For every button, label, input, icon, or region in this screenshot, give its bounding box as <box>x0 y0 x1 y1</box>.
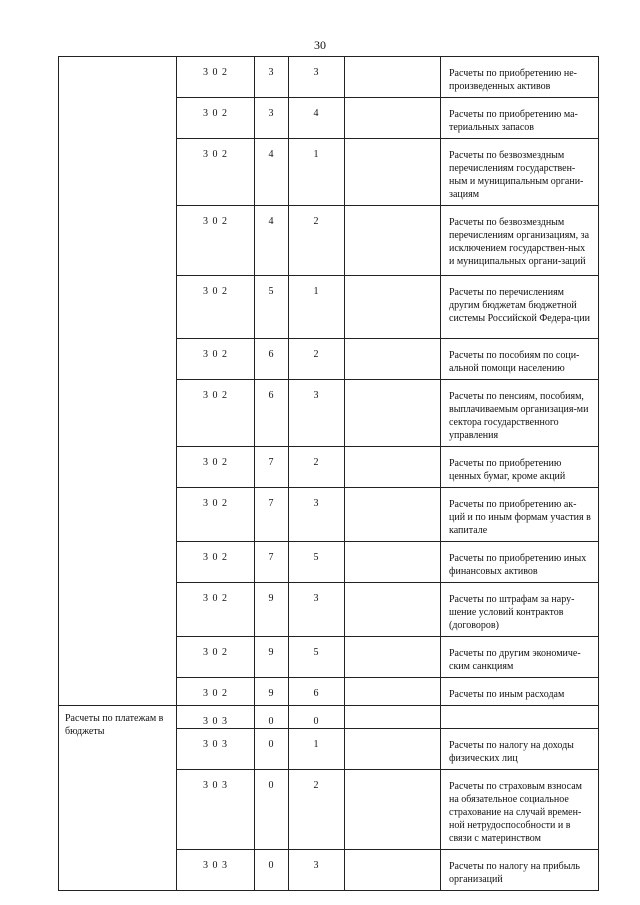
account-codes-table <box>58 56 599 891</box>
code-cell: 3 0 3 <box>177 706 255 729</box>
code-cell: 9 <box>255 637 289 678</box>
code-cell: 0 <box>255 729 289 770</box>
description-cell: Расчеты по пособиям по соци-альной помощи населению <box>441 339 599 380</box>
code-cell: 9 <box>255 678 289 706</box>
empty-cell <box>345 447 441 488</box>
table-row <box>59 57 599 98</box>
code-cell: 3 0 2 <box>177 637 255 678</box>
code-cell: 3 0 2 <box>177 276 255 339</box>
description-cell: Расчеты по приобретению ма-териальных запасов <box>441 98 599 139</box>
code-cell: 0 <box>255 706 289 729</box>
code-cell: 4 <box>289 98 345 139</box>
group-label: Расчеты по платежам в бюджеты <box>59 706 177 891</box>
code-cell: 2 <box>289 339 345 380</box>
description-cell: Расчеты по приобретению ак-ций и по иным формам участия в капитале <box>441 488 599 542</box>
code-cell: 3 <box>289 583 345 637</box>
code-cell: 3 <box>255 57 289 98</box>
code-cell: 7 <box>255 447 289 488</box>
description-cell: Расчеты по пенсиям, пособиям, выплачиваемым организация-ми сектора государственного управления <box>441 380 599 447</box>
code-cell: 3 0 2 <box>177 447 255 488</box>
code-cell: 3 0 2 <box>177 57 255 98</box>
empty-cell <box>345 276 441 339</box>
code-cell: 6 <box>255 339 289 380</box>
description-cell: Расчеты по штрафам за нару-шение условий контрактов (договоров) <box>441 583 599 637</box>
code-cell: 3 0 2 <box>177 98 255 139</box>
code-cell: 3 0 3 <box>177 729 255 770</box>
description-cell: Расчеты по иным расходам <box>441 678 599 706</box>
code-cell: 3 <box>289 57 345 98</box>
code-cell: 2 <box>289 447 345 488</box>
code-cell: 3 0 2 <box>177 380 255 447</box>
code-cell: 1 <box>289 139 345 206</box>
description-cell: Расчеты по другим экономиче-ским санкциям <box>441 637 599 678</box>
code-cell: 2 <box>289 770 345 850</box>
code-cell: 4 <box>255 139 289 206</box>
description-cell: Расчеты по перечислениям другим бюджетам бюджетной системы Российской Федера-ции <box>441 276 599 339</box>
description-cell: Расчеты по страховым взносам на обязательное социальное страхование на случай времен-ной нетрудоспособности и в связи с материнством <box>441 770 599 850</box>
description-cell: Расчеты по налогу на доходы физических лиц <box>441 729 599 770</box>
empty-cell <box>345 637 441 678</box>
code-cell: 0 <box>289 706 345 729</box>
empty-cell <box>345 542 441 583</box>
empty-cell <box>345 678 441 706</box>
code-cell: 3 0 3 <box>177 850 255 891</box>
table-row <box>59 706 599 729</box>
empty-cell <box>345 380 441 447</box>
empty-cell <box>345 339 441 380</box>
code-cell: 3 0 3 <box>177 770 255 850</box>
code-cell: 3 <box>255 98 289 139</box>
code-cell: 1 <box>289 276 345 339</box>
description-cell: Расчеты по безвозмездным перечислениям организациям, за исключением государствен-ных и муниципальных органи-заций <box>441 206 599 276</box>
code-cell: 5 <box>255 276 289 339</box>
code-cell: 5 <box>289 542 345 583</box>
empty-cell <box>345 583 441 637</box>
code-cell: 0 <box>255 850 289 891</box>
empty-cell <box>345 706 441 729</box>
empty-cell <box>345 139 441 206</box>
code-cell: 0 <box>255 770 289 850</box>
code-cell: 9 <box>255 583 289 637</box>
empty-cell <box>345 57 441 98</box>
code-cell: 6 <box>255 380 289 447</box>
description-cell: Расчеты по приобретению ценных бумаг, кроме акций <box>441 447 599 488</box>
empty-cell <box>345 770 441 850</box>
description-cell <box>441 706 599 729</box>
code-cell: 3 <box>289 488 345 542</box>
code-cell: 3 0 2 <box>177 139 255 206</box>
code-cell: 2 <box>289 206 345 276</box>
page-number: 30 <box>314 38 326 52</box>
code-cell: 1 <box>289 729 345 770</box>
code-cell: 5 <box>289 637 345 678</box>
empty-cell <box>345 206 441 276</box>
description-cell: Расчеты по приобретению иных финансовых активов <box>441 542 599 583</box>
empty-cell <box>345 850 441 891</box>
code-cell: 3 0 2 <box>177 206 255 276</box>
description-cell: Расчеты по налогу на прибыль организаций <box>441 850 599 891</box>
description-cell: Расчеты по безвозмездным перечислениям государствен-ным и муниципальным органи-зациям <box>441 139 599 206</box>
code-cell: 3 0 2 <box>177 488 255 542</box>
code-cell: 3 0 2 <box>177 542 255 583</box>
code-cell: 3 0 2 <box>177 678 255 706</box>
empty-cell <box>345 98 441 139</box>
empty-cell <box>345 729 441 770</box>
code-cell: 4 <box>255 206 289 276</box>
code-cell: 6 <box>289 678 345 706</box>
description-cell: Расчеты по приобретению не-произведенных активов <box>441 57 599 98</box>
code-cell: 3 0 2 <box>177 583 255 637</box>
code-cell: 7 <box>255 542 289 583</box>
code-cell: 3 <box>289 850 345 891</box>
code-cell: 3 <box>289 380 345 447</box>
code-cell: 3 0 2 <box>177 339 255 380</box>
code-cell: 7 <box>255 488 289 542</box>
group-label <box>59 57 177 706</box>
empty-cell <box>345 488 441 542</box>
